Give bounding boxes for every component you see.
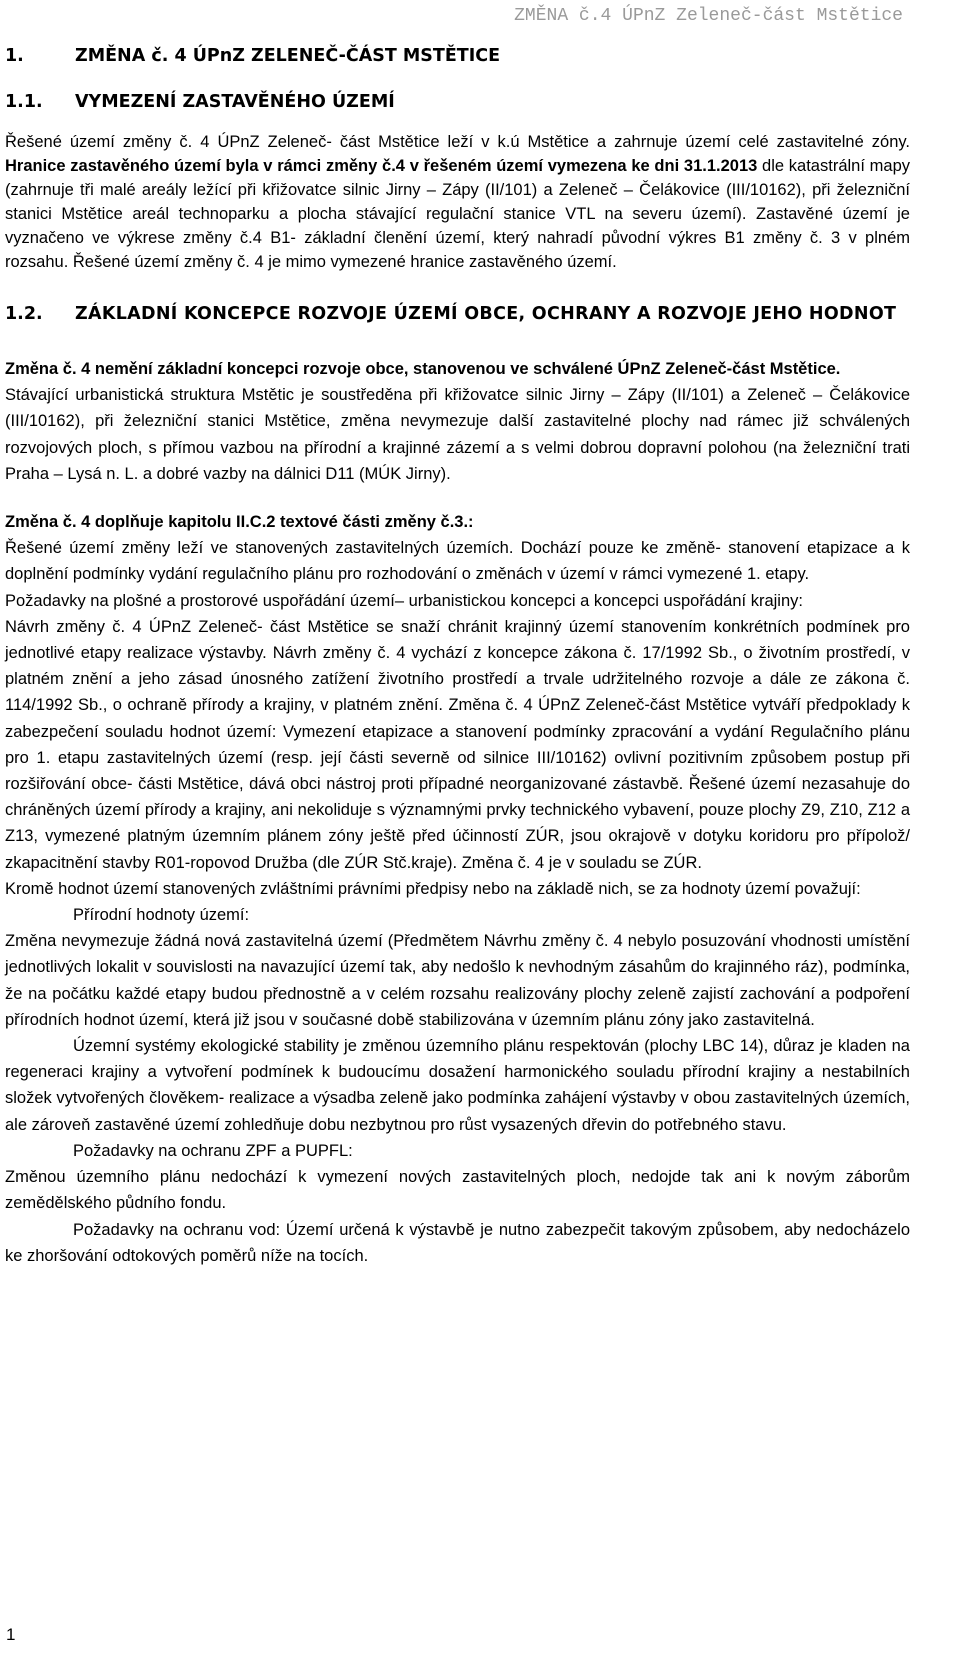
paragraph-uses: Územní systémy ekologické stability je změnou územního plánu respektován (plochy LBC 14), důraz je kladen na regeneraci krajiny a vytvoření podmínek k budoucímu dosažení harmonického souladu přírodní krajiny a nestabilních složek vytvořených člověkem- realizace a výsadba zeleně jako podmínka zahájení výstavby v obou zastavitelných územích, ale zároveň zastavěné území zohledňuje dobu nezbytnou pro růst vysazených dřevin do potřebného stavu. — [5, 1037, 910, 1134]
paragraph-prirodni-hodnoty-heading: Přírodní hodnoty území: — [73, 906, 250, 925]
paragraph-bold-koncepce — [5, 356, 910, 382]
paragraph-bold-kapitola — [5, 509, 910, 535]
paragraph-prirodni-hodnoty: Změna nevymezuje žádná nová zastavitelná území (Předmětem Návrhu změny č. 4 nebylo posuzování vhodnosti umístění jednotlivých lokalit v souvislosti na navazující území tak, aby nedošlo k nevhodným zásahům do krajinného ráz), podmínka, že na počátku každé etapy budou přednostně a v celém rozsahu realizovány plochy zeleně zajistí zachování a podpoření přírodních hodnot území, která již jsou v současné době stabilizována v územním plánu zóny jako zastavitelná. — [5, 932, 910, 1029]
paragraph-bold-text: Hranice zastavěného území byla v rámci změny č.4 v řešeném území vymezena ke dni 31.1.2013 — [5, 157, 758, 175]
heading-1-1-text: VYMEZENÍ ZASTAVĚNÉHO ÚZEMÍ — [75, 92, 395, 112]
heading-1-text: ZMĚNA č. 4 ÚPnZ ZELENEČ-ČÁST MSTĚTICE — [75, 46, 501, 66]
paragraph-urbanisticka-struktura: Stávající urbanistická struktura Mstětic je soustředěna při křižovatce silnic Jirny – Zápy (II/101) a Zeleneč – Čelákovice (III/10162), při železniční stanici Mstětice, změna nevymezuje další zastavitelné plochy nad rámec již schválených rozvojových ploch, s přímou vazbou na přírodní a krajinné zázemí a s velmi dobrou dopravní polohou (na železniční trati Praha – Lysá n. L. a dobré vazby na dálnici D11 (MÚK Jirny). — [5, 386, 910, 483]
heading-1-1-number: 1.1. — [5, 92, 43, 112]
heading-1-2-number: 1.2. — [5, 304, 43, 324]
spacer — [5, 487, 910, 509]
paragraph-ochrana-vod: Požadavky na ochranu vod: Území určená k výstavbě je nutno zabezpečit takovým způsobem, aby nedocházelo ke zhoršování odtokových poměrů níže na tocích. — [5, 1220, 910, 1265]
paragraph-zastavene-uzemi — [5, 130, 910, 274]
paragraph-bold-text: Změna č. 4 nemění základní koncepci rozvoje obce, stanovenou ve schválené ÚPnZ Zeleneč-část Mstětice. — [5, 360, 841, 378]
paragraph-bold-text: Změna č. 4 doplňuje kapitolu II.C.2 textové části změny č.3.: — [5, 513, 474, 532]
page-number: 1 — [6, 1625, 16, 1644]
document-body — [5, 44, 910, 1269]
paragraph-text: Řešené území změny č. 4 ÚPnZ Zeleneč- část Mstětice leží v k.ú Mstětice a zahrnuje území celé zastavitelné zóny. — [5, 133, 910, 151]
spacer — [5, 274, 910, 296]
paragraph-pozadavky: Požadavky na plošné a prostorové uspořádání území– urbanistickou koncepci a koncepci uspořádání krajiny: — [5, 591, 803, 610]
paragraph-etapizace: Řešené území změny leží ve stanovených zastavitelných územích. Dochází pouze ke změně- stanovení etapizace a k doplnění podmínky vydání regulačního plánu pro rozhodování o změnách v území v rámci vymezené 1. etapy. — [5, 539, 910, 584]
heading-1 — [5, 44, 910, 68]
heading-1-2-text: ZÁKLADNÍ KONCEPCE ROZVOJE ÚZEMÍ OBCE, OCHRANY A ROZVOJE JEHO HODNOT — [75, 304, 897, 324]
paragraph-text: dle katastrální mapy (zahrnuje tři malé areály ležící při křižovatce silnic Jirny – Zápy (II/101) a Zeleneč – Čelákovice (III/10162), při železniční stanici Mstětice areál technoparku a plocha stávající regulační stanice VTL na severu území). Zastavěné území je vyznačeno ve výkrese změny č.4 B1- základní členění území, který nahradí původní výkres B1 změny č. 3 v plném rozsahu. Řešené území změny č. 4 je mimo vymezené hranice zastavěného území. — [5, 157, 910, 271]
paragraph-zpf-heading: Požadavky na ochranu ZPF a PUPFL: — [73, 1141, 353, 1160]
paragraph-navrh-zmeny: Návrh změny č. 4 ÚPnZ Zeleneč- část Mstětice se snaží chránit krajinný území stanovením konkrétních podmínek pro jednotlivé etapy realizace výstavby. Návrh změny č. 4 vychází z koncepce zákona č. 17/1992 Sb., o životním prostředí, v platném znění a jeho zásad únosného zatížení životního prostředí a trvale udržitelného rozvoje a dále ze zákona č. 114/1992 Sb., o ochraně přírody a krajiny, v platném znění. Změna č. 4 ÚPnZ Zeleneč-část Mstětice vytváří předpoklady k zabezpečení souladu hodnot území: Vymezení etapizace a stanovení podmínky zpracování a vydání Regulačního plánu pro 1. etapu zastavitelných území (resp. její části severně od silnice III/10162) ovlivní pozitivním způsobem postup při rozšiřování obce- části Mstětice, dává obci nástroj proti případné neorganizované zástavbě. Řešené území nezasahuje do chráněných území přírody a krajiny, ani nekoliduje s významnými prvky technického vybavení, pouze plochy Z9, Z10, Z12 a Z13, vymezené platným územním plánem zóny ještě před účinností ZÚR, jsou okrajově v dotyku koridoru pro přípolož/ zkapacitnění stavby R01-ropovod Družba (dle ZÚR Stč.kraje). Změna č. 4 je v souladu se ZÚR. — [5, 617, 910, 872]
paragraph-zpf: Změnou územního plánu nedochází k vymezení nových zastavitelných ploch, nedojde tak ani k novým záborům zemědělského půdního fondu. — [5, 1168, 910, 1213]
running-header: ZMĚNA č.4 ÚPnZ Zeleneč-část Mstětice — [514, 6, 903, 26]
heading-1-number: 1. — [5, 46, 24, 66]
paragraph-krome-hodnot: Kromě hodnot území stanovených zvláštními právními předpisy nebo na základě nich, se za hodnoty území považují: — [5, 879, 861, 898]
heading-1-1 — [5, 90, 910, 114]
heading-1-2 — [5, 296, 910, 332]
